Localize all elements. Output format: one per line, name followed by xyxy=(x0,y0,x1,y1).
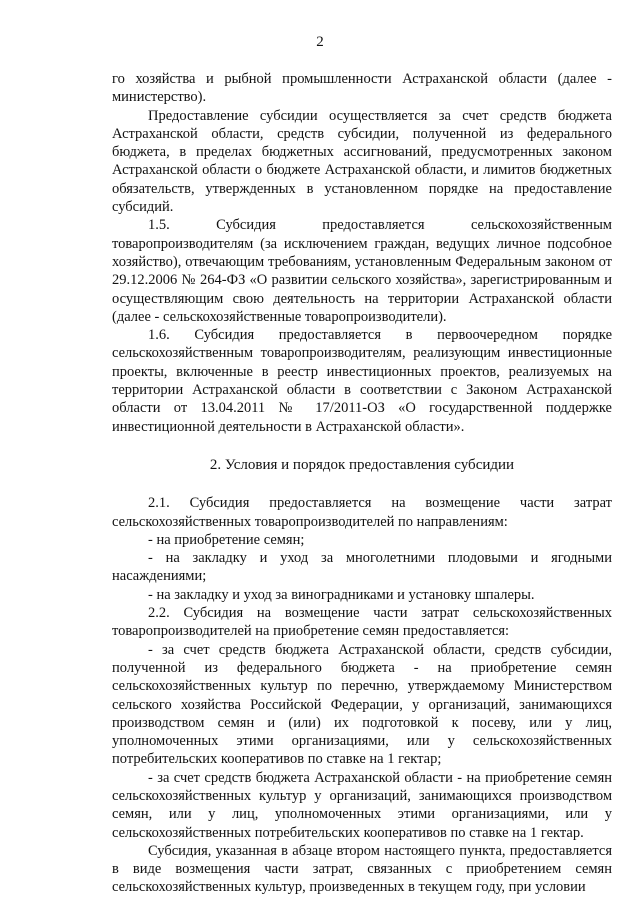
section-heading: 2. Условия и порядок предоставления субсидии xyxy=(209,456,515,473)
list-item-seeds: - на приобретение семян; xyxy=(148,531,305,548)
list-item-federal-funds: - за счет средств бюджета Астраханской области, средств субсидии, полученной из федерального бюджета - на приобретение семян сельскохозяйственных культур по перечню, утверждаемому Министерством сельского хозяйства Российской Федерации, у организаций, занимающихся производством семян и (или) их подготовкой к посеву, или у лиц, уполномоченных этими организациями, или у сельскохозяйственных потребительских кооперативов по ставке на 1 гектар; xyxy=(112,641,612,768)
paragraph-1-5: 1.5. Субсидия предоставляется сельскохозяйственным товаропроизводителям (за исключением граждан, ведущих личное подсобное хозяйство), отвечающим требованиям, установленным Федеральным законом от 29.12.2006 № 264-ФЗ «О развитии сельского хозяйства», зарегистрированным и осуществляющим свою деятельность на территории Астраханской области (далее - сельскохозяйственные товаропроизводители). xyxy=(112,217,612,325)
list-item-perennial-plantings: - на закладку и уход за многолетними плодовыми и ягодными насаждениями; xyxy=(112,550,612,585)
document-body xyxy=(112,70,612,897)
paragraph-2-2: 2.2. Субсидия на возмещение части затрат сельскохозяйственных товаропроизводителей на приобретение семян предоставляется: xyxy=(112,605,612,640)
paragraph-2-1: 2.1. Субсидия предоставляется на возмещение части затрат сельскохозяйственных товаропроизводителей по направлениям: xyxy=(112,495,612,530)
paragraph-1-6: 1.6. Субсидия предоставляется в первоочередном порядке сельскохозяйственным товаропроизводителям, реализующим инвестиционные проекты, включенные в реестр инвестиционных проектов, реализуемых на территории Астраханской области в соответствии с Законом Астраханской области от 13.04.2011 № 17/2011-ОЗ «О государственной поддержке инвестиционной деятельности в Астраханской области». xyxy=(112,327,612,435)
paragraph-continuation: го хозяйства и рыбной промышленности Астраханской области (далее - министерство). xyxy=(112,71,612,106)
list-item-regional-funds: - за счет средств бюджета Астраханской области - на приобретение семян сельскохозяйственных культур у организаций, занимающихся производством семян, или у лиц, уполномоченных этими организациями, или у сельскохозяйственных потребительских кооперативов по ставке на 1 гектар. xyxy=(112,769,612,841)
paragraph-funding-sources: Предоставление субсидии осуществляется за счет средств бюджета Астраханской области, средств субсидии, полученной из федерального бюджета, в пределах бюджетных ассигнований, предусмотренных законом Астраханской области о бюджете Астраханской области, и лимитов бюджетных обязательств, утвержденных в установленном порядке на предоставление субсидий. xyxy=(112,107,612,216)
paragraph-subsidy-conditions: Субсидия, указанная в абзаце втором настоящего пункта, предоставляется в виде возмещения части затрат, связанных с приобретением семян сельскохозяйственных культур, произведенных в текущем году, при условии xyxy=(112,842,612,896)
list-item-vineyards: - на закладку и уход за виноградниками и установку шпалеры. xyxy=(148,586,535,603)
page-number: 2 xyxy=(316,34,324,50)
